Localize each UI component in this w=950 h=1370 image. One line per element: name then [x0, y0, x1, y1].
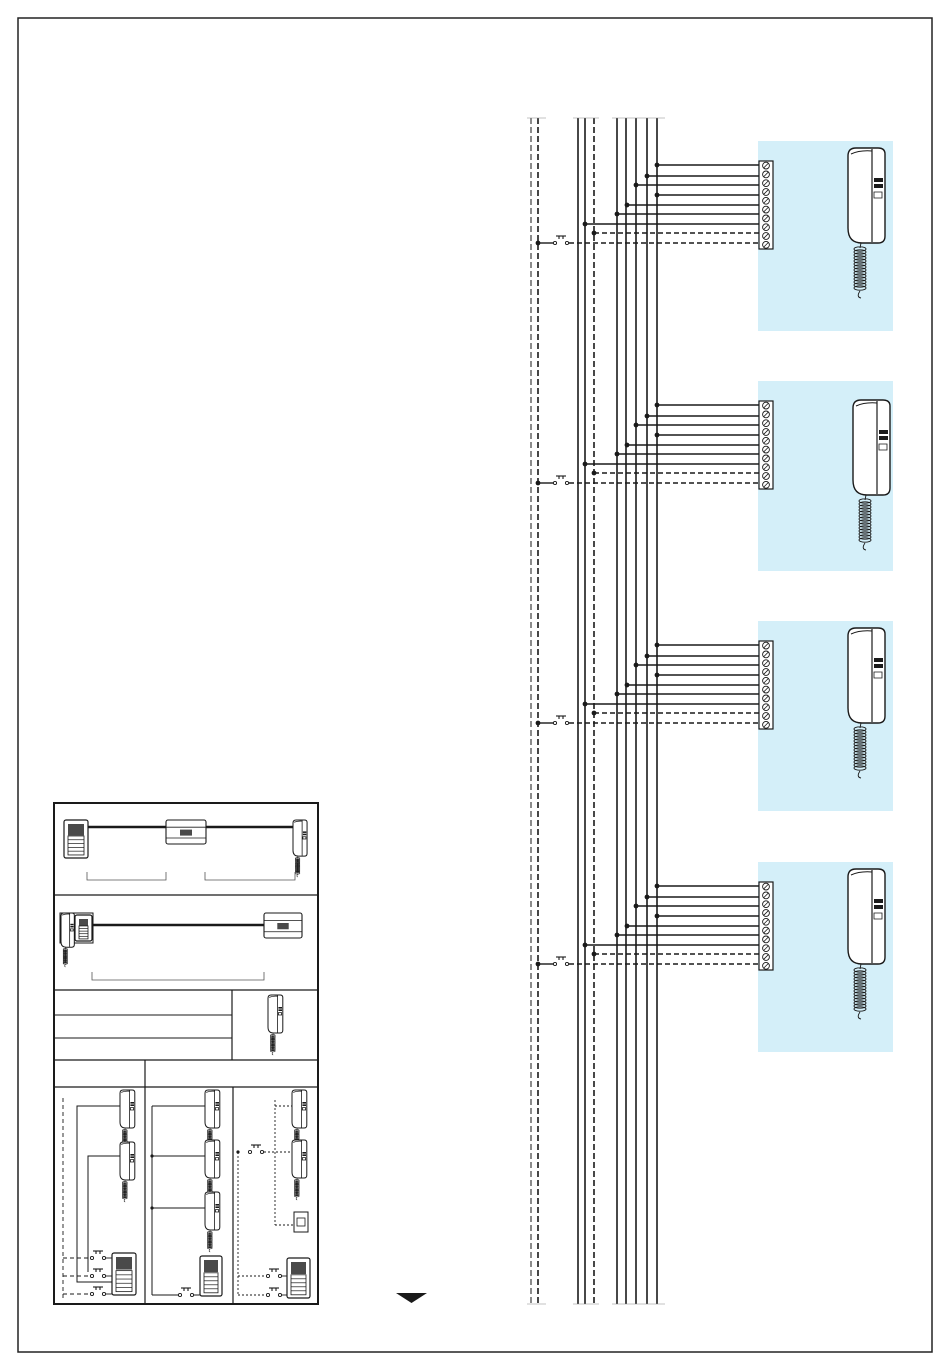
handset-body: [292, 1090, 307, 1128]
handset-button: [215, 1104, 219, 1106]
apartment-stations: [536, 141, 893, 1052]
handset-body: [848, 148, 885, 243]
door-panel-keypad: [204, 1273, 218, 1293]
handset-button: [874, 664, 883, 668]
door-entry-panel-icon: [287, 1258, 310, 1298]
wire-junction-dot: [150, 1154, 153, 1157]
handset-body: [205, 1090, 220, 1128]
door-panel-keypad: [116, 1271, 132, 1292]
power-supply-icon: [264, 913, 302, 938]
pushbutton-contact: [278, 1293, 281, 1296]
door-panel-speaker-grille: [116, 1257, 132, 1270]
handset-coiled-cord: [207, 1230, 212, 1252]
door-entry-panel-icon: [112, 1253, 136, 1295]
door-panel-keypad: [68, 836, 84, 855]
handset-button: [215, 1152, 219, 1154]
handset-button: [879, 430, 888, 434]
handset-button: [874, 658, 883, 662]
pushbutton-contact: [553, 962, 556, 965]
pushbutton-contact: [565, 721, 568, 724]
terminal-block-icon: [759, 401, 773, 489]
pushbutton-icon: [553, 957, 568, 966]
handset-button: [70, 926, 73, 927]
power-supply-terminal: [180, 830, 192, 836]
pushbutton-contact: [565, 241, 568, 244]
pushbutton-contact: [278, 1274, 281, 1277]
pushbutton-contact: [266, 1274, 269, 1277]
handset-button: [278, 1009, 282, 1011]
arrow-down-icon: [396, 1293, 427, 1303]
handset-button: [215, 1206, 219, 1208]
door-panel-speaker-grille: [68, 824, 84, 835]
pushbutton-contact: [102, 1292, 105, 1295]
pushbutton-contact: [90, 1292, 93, 1295]
pushbutton-contact: [553, 241, 556, 244]
pushbutton-contact: [178, 1293, 181, 1296]
handset-coiled-cord: [63, 947, 67, 967]
apartment-station-2: [536, 381, 893, 571]
handset-button: [215, 1154, 219, 1156]
legend-frame: [54, 803, 318, 1304]
handset-button: [130, 1102, 134, 1104]
wire-junction-dot: [150, 1206, 153, 1209]
handset-button: [302, 1152, 306, 1154]
handset-button: [302, 1102, 306, 1104]
door-entry-panel-icon: [64, 820, 88, 858]
handset-body: [120, 1142, 135, 1180]
handset-body: [848, 628, 885, 723]
pushbutton-contact: [90, 1274, 93, 1277]
handset-coiled-cord: [294, 1178, 299, 1200]
handset-button: [302, 1154, 306, 1156]
handset-coiled-cord: [270, 1033, 275, 1055]
handset-button: [874, 905, 883, 909]
pushbutton-contact: [90, 1256, 93, 1259]
apartment-station-3: [536, 621, 893, 811]
pushbutton-icon: [553, 716, 568, 725]
riser-cables: [527, 118, 665, 1304]
pushbutton-contact: [553, 721, 556, 724]
legend-box: [54, 803, 318, 1304]
handset-body: [205, 1192, 220, 1230]
legend-relay-module: [294, 1212, 308, 1232]
pushbutton-contact: [248, 1150, 251, 1153]
door-panel-speaker-grille: [204, 1260, 218, 1272]
handset-body: [293, 820, 307, 856]
apartment-station-1: [536, 141, 893, 331]
terminal-block-icon: [759, 161, 773, 249]
pushbutton-icon: [553, 476, 568, 485]
handset-body: [205, 1140, 220, 1178]
apartment-station-4: [536, 862, 893, 1052]
handset-button: [70, 924, 73, 925]
handset-button: [130, 1156, 134, 1158]
door-panel-keypad: [291, 1275, 306, 1295]
door-panel-keypad: [79, 926, 88, 939]
handset-button: [215, 1102, 219, 1104]
pushbutton-contact: [565, 481, 568, 484]
pushbutton-contact: [190, 1293, 193, 1296]
handset-button: [874, 178, 883, 182]
handset-body: [268, 995, 283, 1033]
handset-body: [848, 869, 885, 964]
pushbutton-contact: [260, 1150, 263, 1153]
power-supply-terminal: [277, 923, 288, 929]
pushbutton-contact: [266, 1293, 269, 1296]
pushbutton-contact: [565, 962, 568, 965]
handset-button: [215, 1204, 219, 1206]
handset-body: [292, 1140, 307, 1178]
pushbutton-icon: [553, 236, 568, 245]
door-entry-panel-icon: [75, 915, 92, 941]
handset-button: [874, 184, 883, 188]
pushbutton-contact: [553, 481, 556, 484]
handset-coiled-cord: [122, 1180, 127, 1202]
arrow-group: [396, 1293, 427, 1303]
handset-button: [278, 1007, 282, 1009]
terminal-block-icon: [759, 641, 773, 729]
handset-body: [120, 1090, 135, 1128]
handset-button: [879, 436, 888, 440]
handset-button: [303, 831, 306, 833]
terminal-block-icon: [759, 882, 773, 970]
handset-button: [130, 1154, 134, 1156]
handset-button: [130, 1104, 134, 1106]
pushbutton-contact: [102, 1256, 105, 1259]
handset-button: [303, 834, 306, 836]
handset-body: [853, 400, 890, 495]
handset-body: [61, 913, 74, 947]
door-entry-panel-icon: [200, 1256, 222, 1296]
door-panel-speaker-grille: [291, 1262, 306, 1274]
handset-button: [302, 1104, 306, 1106]
handset-button: [874, 899, 883, 903]
wire-junction-dot: [236, 1150, 239, 1153]
power-supply-icon: [166, 820, 206, 844]
pushbutton-contact: [102, 1274, 105, 1277]
